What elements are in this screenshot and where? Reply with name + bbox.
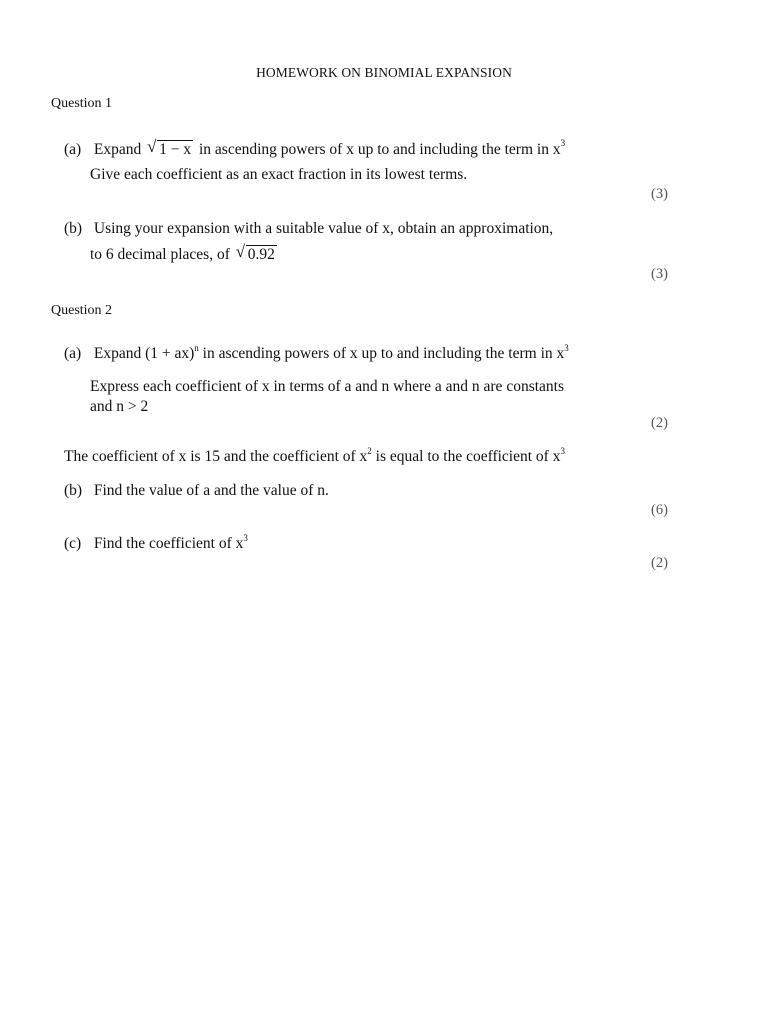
- q2-statement-middle: is equal to the coefficient of x: [371, 448, 561, 465]
- q2a-line3: and n > 2: [90, 398, 149, 415]
- q2a-exponent: 3: [564, 343, 569, 353]
- q2b-marks: (6): [651, 502, 668, 518]
- q1b-marks: (3): [651, 266, 668, 282]
- q2c-exponent: 3: [243, 533, 248, 543]
- q2c-line: [64, 535, 248, 553]
- q2a-instruction: in ascending powers of x up to and including the term in x: [198, 345, 565, 362]
- q1b-text: Using your expansion with a suitable value of x, obtain an approximation,: [93, 220, 554, 237]
- q2-statement-prefix: The coefficient of x is 15 and the coefficient of x: [64, 448, 368, 465]
- q2c-tag: (c): [64, 535, 82, 552]
- q1b-tag: (b): [64, 220, 83, 237]
- q1b-line2-prefix: to 6 decimal places, of: [90, 246, 230, 263]
- q1a-line2: Give each coefficient as an exact fraction in its lowest terms.: [90, 166, 468, 183]
- question-2-heading: Question 2: [51, 303, 113, 318]
- q1a-exponent: 3: [560, 138, 566, 148]
- q1a-radicand: 1 − x: [159, 141, 192, 158]
- q2a-line2: Express each coefficient of x in terms of a and n where a and n are constants: [90, 378, 564, 395]
- q1b-line1: [64, 220, 553, 238]
- q1a-line1: [64, 137, 566, 159]
- q2-statement-exp2: 2: [367, 446, 372, 456]
- q1a-instruction: in ascending powers of x up to and including the term in x: [198, 141, 561, 158]
- q2c-marks: (2): [651, 555, 668, 571]
- q1b-line2: [90, 242, 279, 264]
- q2a-exponent-n: n: [194, 343, 199, 353]
- question-1-heading: Question 1: [51, 96, 113, 111]
- q1a-tag: (a): [64, 141, 82, 158]
- q2a-marks: (2): [651, 415, 668, 431]
- document-title: HOMEWORK ON BINOMIAL EXPANSION: [256, 65, 512, 80]
- q1b-sqrt-expression: √ 0.92: [235, 242, 275, 263]
- q2a-expand: Expand (1 + ax): [93, 345, 195, 362]
- q1a-sqrt-expression: √ 1 − x: [147, 137, 192, 158]
- q2b-line: [64, 482, 329, 500]
- q2c-text: Find the coefficient of x: [93, 535, 244, 552]
- q2a-line1: [64, 345, 569, 363]
- q2-statement: [64, 448, 565, 466]
- q2-statement-exp3: 3: [560, 446, 565, 456]
- q2a-tag: (a): [64, 345, 82, 362]
- q1a-expand-word: Expand: [93, 141, 142, 158]
- q1b-radicand: 0.92: [247, 246, 275, 263]
- q1a-marks: (3): [651, 186, 668, 202]
- q2b-tag: (b): [64, 482, 83, 499]
- q2b-text: Find the value of a and the value of n.: [93, 482, 329, 499]
